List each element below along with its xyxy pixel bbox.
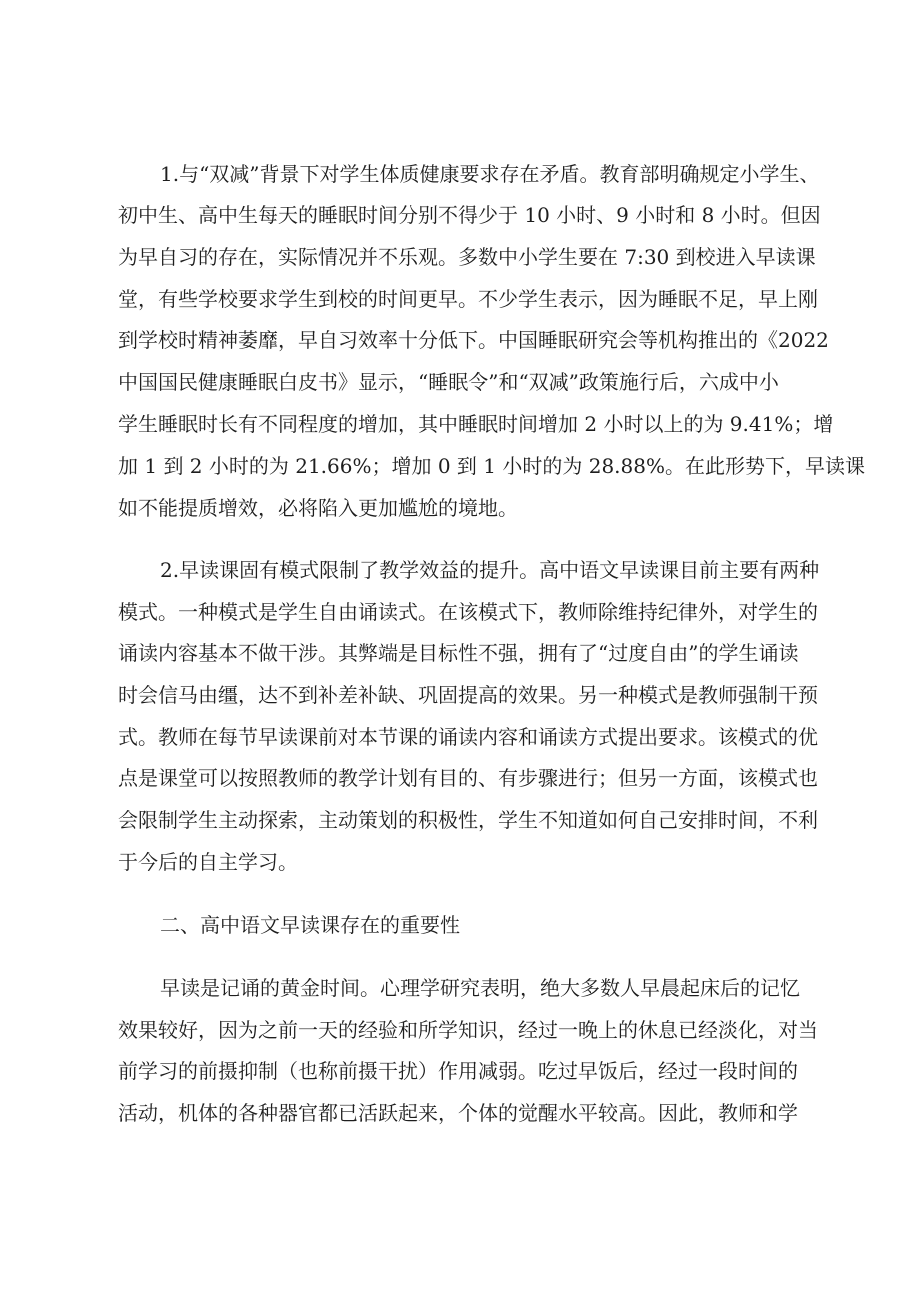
text-line: 中国国民健康睡眠白皮书》显示，“睡眠令”和“双减”政策施行后，六成中小	[118, 370, 779, 394]
text-line: 早读是记诵的黄金时间。心理学研究表明，绝大多数人早晨起床后的记忆	[160, 976, 800, 1000]
text-line: 如不能提质增效，必将陷入更加尴尬的境地。	[118, 496, 518, 520]
text-line: 2.早读课固有模式限制了教学效益的提升。高中语文早读课目前主要有两种	[160, 558, 820, 582]
text-line: 式。教师在每节早读课前对本节课的诵读内容和诵读方式提出要求。该模式的优	[118, 725, 818, 749]
section-heading: 二、高中语文早读课存在的重要性	[160, 913, 460, 937]
text-line: 诵读内容基本不做干涉。其弊端是目标性不强，拥有了“过度自由”的学生诵读	[118, 641, 799, 665]
text-line: 学生睡眠时长有不同程度的增加，其中睡眠时间增加 2 小时以上的为 9.41%；增	[118, 412, 834, 436]
text-line: 加 1 到 2 小时的为 21.66%；增加 0 到 1 小时的为 28.88%。在此形势下，早读课	[118, 454, 865, 478]
text-line: 效果较好，因为之前一天的经验和所学知识，经过一晚上的休息已经淡化，对当	[118, 1018, 818, 1042]
text-line: 前学习的前摄抑制（也称前摄干扰）作用减弱。吃过早饭后，经过一段时间的	[118, 1059, 798, 1083]
text-line: 到学校时精神萎靡，早自习效率十分低下。中国睡眠研究会等机构推出的《2022	[118, 328, 829, 352]
text-line: 时会信马由缰，达不到补差补缺、巩固提高的效果。另一种模式是教师强制干预	[118, 683, 818, 707]
text-line: 为早自习的存在，实际情况并不乐观。多数中小学生要在 7:30 到校进入早读课	[118, 245, 816, 269]
text-line: 初中生、高中生每天的睡眠时间分别不得少于 10 小时、9 小时和 8 小时。但因	[118, 203, 821, 227]
text-line: 会限制学生主动探索，主动策划的积极性，学生不知道如何自己安排时间，不利	[118, 808, 818, 832]
text-line: 活动，机体的各种器官都已活跃起来，个体的觉醒水平较高。因此，教师和学	[118, 1101, 798, 1125]
text-line: 点是课堂可以按照教师的教学计划有目的、有步骤进行；但另一方面，该模式也	[118, 766, 818, 790]
text-line: 1.与“双减”背景下对学生体质健康要求存在矛盾。教育部明确规定小学生、	[160, 162, 820, 186]
text-line: 模式。一种模式是学生自由诵读式。在该模式下，教师除维持纪律外，对学生的	[118, 600, 818, 624]
text-line: 堂，有些学校要求学生到校的时间更早。不少学生表示，因为睡眠不足，早上刚	[118, 287, 818, 311]
text-line: 于今后的自主学习。	[118, 850, 298, 874]
